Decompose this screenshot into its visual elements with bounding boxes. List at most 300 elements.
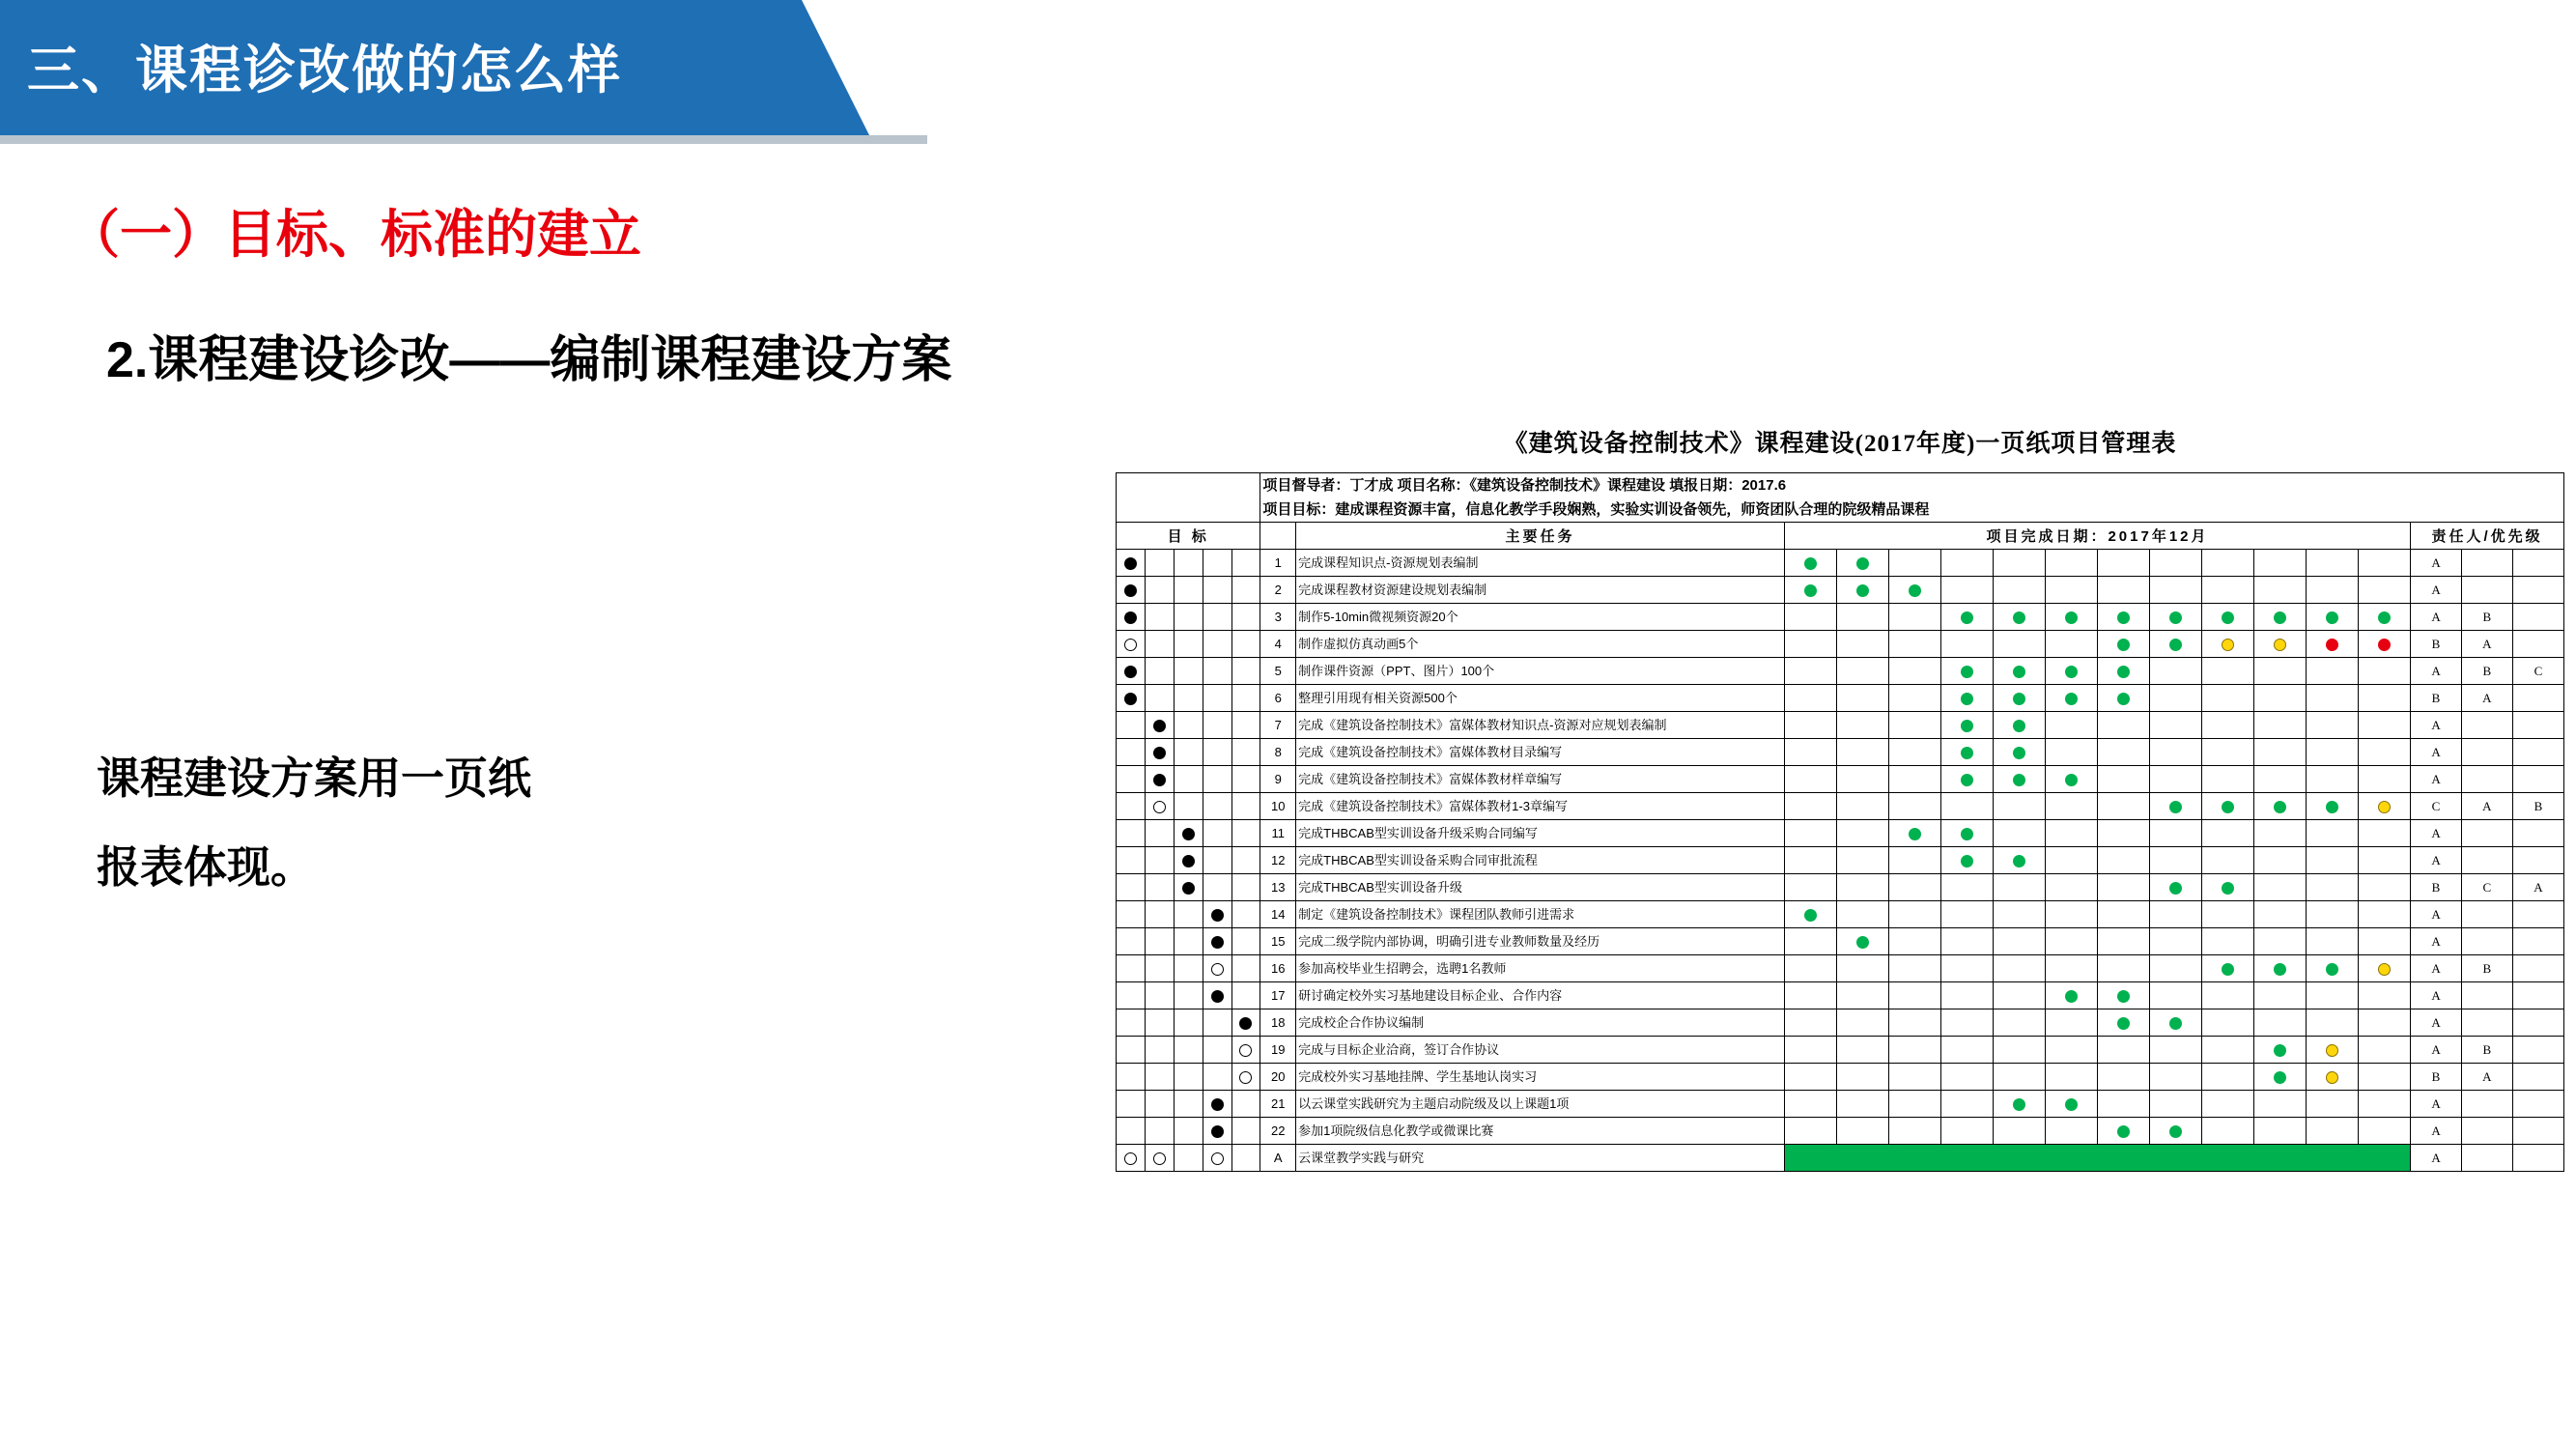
goal-cell xyxy=(1231,901,1260,928)
owner-cell xyxy=(2461,820,2512,847)
month-cell xyxy=(2202,928,2254,955)
red-dot xyxy=(2378,639,2391,651)
month-cell xyxy=(1940,847,1993,874)
goal-cell xyxy=(1117,874,1146,901)
goal-cell xyxy=(1117,1009,1146,1037)
month-cell xyxy=(2359,712,2411,739)
green-dot xyxy=(1804,557,1817,570)
month-cell xyxy=(1836,712,1888,739)
month-cell xyxy=(1888,766,1940,793)
month-cell xyxy=(1836,901,1888,928)
row-number: 6 xyxy=(1260,685,1296,712)
month-cell xyxy=(2150,1091,2202,1118)
task-text: 完成THBCAB型实训设备升级 xyxy=(1296,874,1785,901)
row-number: 21 xyxy=(1260,1091,1296,1118)
goal-cell xyxy=(1174,847,1203,874)
month-cell xyxy=(2097,847,2149,874)
green-dot xyxy=(2013,747,2025,759)
goal-cell xyxy=(1231,631,1260,658)
goal-cell xyxy=(1117,955,1146,982)
month-cell xyxy=(1888,982,1940,1009)
green-dot xyxy=(2117,639,2130,651)
month-cell xyxy=(2359,928,2411,955)
month-cell xyxy=(2307,577,2359,604)
month-cell xyxy=(2359,1064,2411,1091)
owner-cell xyxy=(2461,847,2512,874)
month-cell xyxy=(1993,550,2045,577)
owner-cell xyxy=(2512,1064,2563,1091)
goal-cell xyxy=(1231,982,1260,1009)
owner-cell: B xyxy=(2461,604,2512,631)
table-row xyxy=(1117,1009,2564,1037)
month-cell xyxy=(2307,1118,2359,1145)
month-cell xyxy=(2150,793,2202,820)
month-cell xyxy=(2097,820,2149,847)
month-cell xyxy=(1888,739,1940,766)
month-cell xyxy=(2150,1118,2202,1145)
owner-cell xyxy=(2461,1091,2512,1118)
row-number: 19 xyxy=(1260,1037,1296,1064)
month-cell xyxy=(2202,874,2254,901)
table-row xyxy=(1117,955,2564,982)
month-cell xyxy=(2045,577,2097,604)
goal-cell xyxy=(1203,1145,1231,1172)
info-blank-left xyxy=(1117,473,1260,523)
task-text: 参加高校毕业生招聘会，选聘1名教师 xyxy=(1296,955,1785,982)
section-heading-red: （一）目标、标准的建立 xyxy=(68,206,641,264)
goal-cell xyxy=(1203,793,1231,820)
month-cell xyxy=(1940,928,1993,955)
owner-cell xyxy=(2512,766,2563,793)
row-number: 15 xyxy=(1260,928,1296,955)
row-number: 2 xyxy=(1260,577,1296,604)
task-text: 研讨确定校外实习基地建设目标企业、合作内容 xyxy=(1296,982,1785,1009)
goal-cell xyxy=(1203,1037,1231,1064)
owner-cell xyxy=(2512,631,2563,658)
month-cell xyxy=(1940,1118,1993,1145)
table-row xyxy=(1117,604,2564,631)
month-cell xyxy=(2254,1064,2307,1091)
month-cell xyxy=(2202,1037,2254,1064)
month-cell xyxy=(1784,631,1836,658)
owner-cell xyxy=(2512,712,2563,739)
month-cell xyxy=(1993,577,2045,604)
month-cell xyxy=(1784,1009,1836,1037)
month-cell xyxy=(2097,901,2149,928)
goal-cell xyxy=(1231,577,1260,604)
goal-cell xyxy=(1117,1037,1146,1064)
row-number: 20 xyxy=(1260,1064,1296,1091)
month-cell xyxy=(2045,982,2097,1009)
goal-cell xyxy=(1203,955,1231,982)
month-cell xyxy=(2359,982,2411,1009)
goal-cell xyxy=(1231,1037,1260,1064)
goal-cell xyxy=(1174,766,1203,793)
month-cell xyxy=(2045,928,2097,955)
month-cell xyxy=(1836,1037,1888,1064)
month-cell xyxy=(2045,1091,2097,1118)
month-cell xyxy=(2359,631,2411,658)
month-cell xyxy=(2307,955,2359,982)
month-cell xyxy=(1940,820,1993,847)
month-cell xyxy=(2097,1091,2149,1118)
goal-cell xyxy=(1145,658,1174,685)
owner-cell xyxy=(2512,1091,2563,1118)
month-cell xyxy=(2045,820,2097,847)
table-row xyxy=(1117,1064,2564,1091)
goal-cell xyxy=(1203,928,1231,955)
green-dot xyxy=(2117,693,2130,705)
green-dot xyxy=(2065,1098,2078,1111)
goal-cell xyxy=(1203,901,1231,928)
table-row xyxy=(1117,766,2564,793)
green-dot xyxy=(1961,828,1973,840)
goal-cell xyxy=(1231,955,1260,982)
owner-cell: B xyxy=(2411,1064,2462,1091)
month-cell xyxy=(1993,874,2045,901)
goal-cell xyxy=(1231,1009,1260,1037)
month-cell xyxy=(1888,955,1940,982)
green-dot xyxy=(1909,584,1921,597)
month-cell xyxy=(1993,658,2045,685)
goal-cell xyxy=(1117,982,1146,1009)
month-cell xyxy=(2359,1091,2411,1118)
hollow-dot xyxy=(1153,801,1166,813)
month-cell xyxy=(1940,901,1993,928)
month-cell xyxy=(1836,604,1888,631)
month-cell xyxy=(1993,1037,2045,1064)
goal-cell xyxy=(1231,712,1260,739)
month-cell xyxy=(2150,577,2202,604)
month-cell xyxy=(2097,577,2149,604)
green-dot xyxy=(1961,720,1973,732)
month-cell xyxy=(2202,604,2254,631)
project-table xyxy=(1116,472,2564,1172)
month-cell xyxy=(2307,739,2359,766)
green-dot xyxy=(2274,801,2286,813)
month-cell xyxy=(2359,604,2411,631)
goal-cell xyxy=(1117,577,1146,604)
owner-cell xyxy=(2461,712,2512,739)
month-cell xyxy=(1993,1064,2045,1091)
table-row xyxy=(1117,901,2564,928)
filled-dot xyxy=(1182,828,1195,840)
month-cell xyxy=(2097,1064,2149,1091)
goal-cell xyxy=(1231,793,1260,820)
yellow-dot xyxy=(2326,1044,2338,1057)
row-number: 8 xyxy=(1260,739,1296,766)
month-cell xyxy=(2097,658,2149,685)
month-cell xyxy=(2097,793,2149,820)
month-cell xyxy=(2097,712,2149,739)
month-cell xyxy=(2254,874,2307,901)
owner-cell xyxy=(2512,604,2563,631)
month-cell xyxy=(2254,928,2307,955)
month-cell xyxy=(2254,1009,2307,1037)
green-dot xyxy=(2169,801,2182,813)
owner-cell: B xyxy=(2512,793,2563,820)
month-cell xyxy=(2045,712,2097,739)
goal-cell xyxy=(1145,1145,1174,1172)
goal-cell xyxy=(1203,577,1231,604)
goal-cell xyxy=(1145,739,1174,766)
goal-cell xyxy=(1174,874,1203,901)
month-cell xyxy=(1993,1009,2045,1037)
month-cell xyxy=(1888,847,1940,874)
slide-banner xyxy=(0,0,966,145)
filled-dot xyxy=(1182,882,1195,895)
month-cell xyxy=(1940,1037,1993,1064)
month-cell xyxy=(1836,820,1888,847)
month-cell xyxy=(2150,847,2202,874)
green-dot xyxy=(2274,611,2286,624)
owner-cell: A xyxy=(2411,928,2462,955)
goal-cell xyxy=(1117,901,1146,928)
month-cell xyxy=(2202,1118,2254,1145)
goal-cell xyxy=(1117,685,1146,712)
month-cell xyxy=(2254,658,2307,685)
month-cell xyxy=(1784,577,1836,604)
green-dot xyxy=(2222,801,2234,813)
owner-cell xyxy=(2461,1145,2512,1172)
green-dot xyxy=(2222,882,2234,895)
owner-cell: A xyxy=(2512,874,2563,901)
green-dot xyxy=(1856,557,1869,570)
owner-cell xyxy=(2461,1009,2512,1037)
task-text: 制作课件资源（PPT、图片）100个 xyxy=(1296,658,1785,685)
month-cell xyxy=(2150,712,2202,739)
month-cell xyxy=(2150,901,2202,928)
month-cell xyxy=(2150,874,2202,901)
green-dot xyxy=(2117,611,2130,624)
month-cell xyxy=(2045,658,2097,685)
owner-cell: A xyxy=(2461,793,2512,820)
month-cell xyxy=(2359,1037,2411,1064)
owner-cell: A xyxy=(2411,1009,2462,1037)
month-cell xyxy=(1784,712,1836,739)
owner-cell xyxy=(2461,550,2512,577)
month-cell xyxy=(2359,766,2411,793)
green-dot xyxy=(2169,1125,2182,1138)
green-dot xyxy=(2169,611,2182,624)
goal-cell xyxy=(1231,1064,1260,1091)
green-dot xyxy=(2117,1017,2130,1030)
goal-cell xyxy=(1117,793,1146,820)
month-cell xyxy=(1993,847,2045,874)
row-number: A xyxy=(1260,1145,1296,1172)
owner-cell: A xyxy=(2411,577,2462,604)
goal-cell xyxy=(1231,1145,1260,1172)
task-text: 完成《建筑设备控制技术》富媒体教材1-3章编写 xyxy=(1296,793,1785,820)
month-cell xyxy=(1888,550,1940,577)
month-cell xyxy=(1888,1118,1940,1145)
month-cell xyxy=(2097,1037,2149,1064)
yellow-dot xyxy=(2274,639,2286,651)
month-cell xyxy=(2254,685,2307,712)
filled-dot xyxy=(1153,747,1166,759)
month-cell xyxy=(1888,1009,1940,1037)
month-cell xyxy=(1993,1118,2045,1145)
owner-cell: A xyxy=(2411,550,2462,577)
goal-cell xyxy=(1145,820,1174,847)
month-cell xyxy=(2045,1064,2097,1091)
owner-cell: A xyxy=(2411,712,2462,739)
month-cell xyxy=(2097,685,2149,712)
goal-cell xyxy=(1203,982,1231,1009)
goal-cell xyxy=(1231,1118,1260,1145)
yellow-dot xyxy=(2222,639,2234,651)
month-cell xyxy=(1836,631,1888,658)
owner-cell xyxy=(2461,577,2512,604)
green-dot xyxy=(2013,855,2025,867)
goal-cell xyxy=(1145,982,1174,1009)
month-cell xyxy=(2202,793,2254,820)
month-cell xyxy=(1940,982,1993,1009)
goal-cell xyxy=(1203,1009,1231,1037)
month-cell xyxy=(1836,550,1888,577)
goal-cell xyxy=(1174,901,1203,928)
month-cell xyxy=(1836,793,1888,820)
month-cell xyxy=(1836,1118,1888,1145)
row-number: 5 xyxy=(1260,658,1296,685)
month-cell xyxy=(2150,955,2202,982)
owner-cell xyxy=(2512,847,2563,874)
month-cell xyxy=(2307,712,2359,739)
month-cell xyxy=(1993,982,2045,1009)
month-cell xyxy=(2097,766,2149,793)
month-cell xyxy=(2307,901,2359,928)
owner-cell: A xyxy=(2411,1091,2462,1118)
goal-cell xyxy=(1145,928,1174,955)
green-dot xyxy=(2013,693,2025,705)
banner-underline xyxy=(0,135,927,144)
month-cell xyxy=(1940,604,1993,631)
goal-cell xyxy=(1117,631,1146,658)
goal-cell xyxy=(1231,550,1260,577)
month-cell xyxy=(1993,955,2045,982)
goal-cell xyxy=(1174,793,1203,820)
task-text: 完成《建筑设备控制技术》富媒体教材目录编写 xyxy=(1296,739,1785,766)
month-cell xyxy=(2359,847,2411,874)
month-cell xyxy=(1940,955,1993,982)
owner-cell: B xyxy=(2461,1037,2512,1064)
goal-cell xyxy=(1174,1037,1203,1064)
owner-cell: A xyxy=(2411,1118,2462,1145)
owner-cell xyxy=(2461,739,2512,766)
goal-cell xyxy=(1203,685,1231,712)
month-cell xyxy=(1888,604,1940,631)
goal-cell xyxy=(1145,955,1174,982)
goal-cell xyxy=(1145,1009,1174,1037)
month-cell xyxy=(2359,658,2411,685)
owner-cell xyxy=(2461,982,2512,1009)
goal-cell xyxy=(1117,847,1146,874)
goal-cell xyxy=(1117,1064,1146,1091)
month-cell xyxy=(2150,658,2202,685)
owner-cell xyxy=(2512,928,2563,955)
row-number: 9 xyxy=(1260,766,1296,793)
month-cell xyxy=(1888,577,1940,604)
month-cell xyxy=(1784,739,1836,766)
month-cell xyxy=(2359,955,2411,982)
month-cell xyxy=(1940,1009,1993,1037)
goal-cell xyxy=(1174,1091,1203,1118)
owner-cell xyxy=(2512,577,2563,604)
owner-cell: C xyxy=(2411,793,2462,820)
goal-cell xyxy=(1174,1145,1203,1172)
goal-cell xyxy=(1145,631,1174,658)
green-dot xyxy=(2065,666,2078,678)
goal-cell xyxy=(1145,685,1174,712)
month-cell xyxy=(1993,928,2045,955)
goal-cell xyxy=(1117,550,1146,577)
month-cell xyxy=(2097,982,2149,1009)
month-cell xyxy=(1940,550,1993,577)
owner-cell xyxy=(2512,739,2563,766)
green-dot xyxy=(2274,1071,2286,1084)
row-number: 14 xyxy=(1260,901,1296,928)
owner-cell xyxy=(2512,1118,2563,1145)
filled-dot xyxy=(1124,584,1137,597)
green-dot xyxy=(1804,909,1817,922)
green-dot xyxy=(2117,990,2130,1003)
yellow-dot xyxy=(2326,1071,2338,1084)
month-cell xyxy=(2045,766,2097,793)
green-dot xyxy=(1961,774,1973,786)
month-cell xyxy=(1888,658,1940,685)
task-text: 制作虚拟仿真动画5个 xyxy=(1296,631,1785,658)
month-cell xyxy=(2254,766,2307,793)
goal-cell xyxy=(1231,739,1260,766)
goal-cell xyxy=(1174,577,1203,604)
owner-cell: A xyxy=(2461,1064,2512,1091)
goal-cell xyxy=(1203,874,1231,901)
green-dot xyxy=(2065,990,2078,1003)
month-cell xyxy=(2307,766,2359,793)
owner-cell: A xyxy=(2411,982,2462,1009)
task-text: 完成课程知识点-资源规划表编制 xyxy=(1296,550,1785,577)
month-cell xyxy=(1888,1064,1940,1091)
goal-cell xyxy=(1203,712,1231,739)
green-dot xyxy=(2013,666,2025,678)
month-cell xyxy=(2254,955,2307,982)
month-cell xyxy=(1940,793,1993,820)
month-cell xyxy=(1940,577,1993,604)
goal-cell xyxy=(1145,901,1174,928)
row-number: 16 xyxy=(1260,955,1296,982)
month-cell xyxy=(2202,901,2254,928)
month-cell xyxy=(1836,1091,1888,1118)
row-number: 13 xyxy=(1260,874,1296,901)
month-cell xyxy=(2307,847,2359,874)
green-dot xyxy=(2065,774,2078,786)
month-cell xyxy=(2097,550,2149,577)
month-cell xyxy=(2359,685,2411,712)
month-cell xyxy=(1888,928,1940,955)
month-cell xyxy=(2254,793,2307,820)
month-cell xyxy=(1784,550,1836,577)
goal-cell xyxy=(1145,766,1174,793)
owner-cell: A xyxy=(2411,1037,2462,1064)
goal-cell xyxy=(1174,658,1203,685)
owner-cell: A xyxy=(2461,631,2512,658)
month-cell xyxy=(1993,766,2045,793)
month-cell xyxy=(1993,685,2045,712)
month-cell xyxy=(1836,739,1888,766)
table-row xyxy=(1117,1145,2564,1172)
goal-cell xyxy=(1203,550,1231,577)
month-cell xyxy=(1940,739,1993,766)
